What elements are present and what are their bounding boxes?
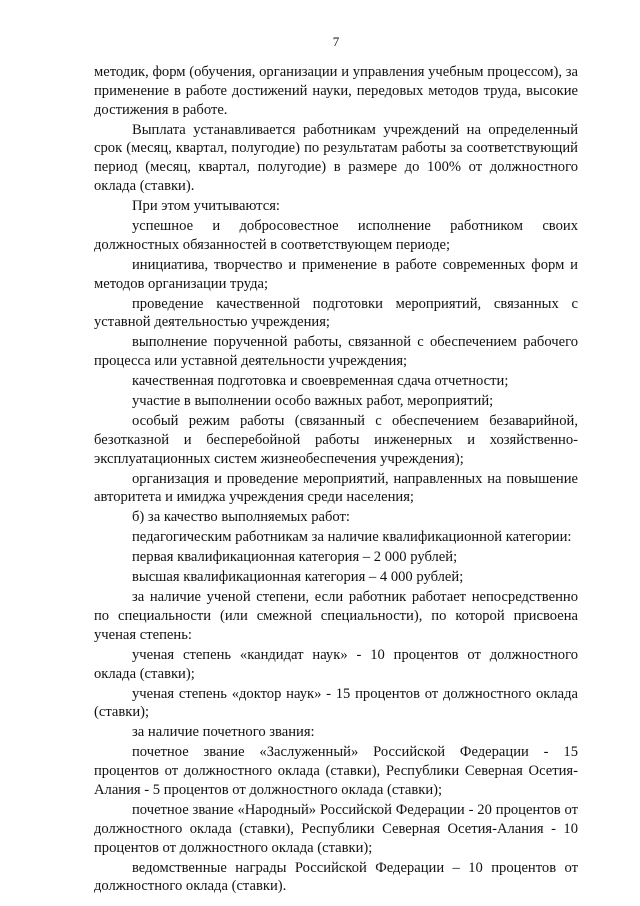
criterion-item: проведение качественной подготовки мероприятий, связанных с уставной деятельностью учреждения; <box>94 295 578 331</box>
page-number: 7 <box>332 34 340 49</box>
paragraph-continuation: методик, форм (обучения, организации и управления учебным процессом), за применение в работе достижений науки, передовых методов труда, высокие достижения в работе. <box>94 64 578 118</box>
criterion-item: успешное и добросовестное исполнение работником своих должностных обязанностей в соответствующем периоде; <box>94 217 578 253</box>
paragraph-qualification: педагогическим работникам за наличие квалификационной категории: <box>132 529 572 546</box>
degree-item: ученая степень «доктор наук» - 15 процентов от должностного оклада (ставки); <box>94 685 578 721</box>
paragraph-academic-degree: за наличие ученой степени, если работник работает непосредственно по специальности (или смежной специальности), по которой присвоена ученая степень: <box>94 589 578 643</box>
criterion-item: качественная подготовка и своевременная сдача отчетности; <box>132 373 509 390</box>
criterion-item: инициатива, творчество и применение в работе современных форм и методов организации труда; <box>94 256 578 292</box>
qualification-item: высшая квалификационная категория – 4 000 рублей; <box>132 569 464 586</box>
paragraph-criteria-intro: При этом учитываются: <box>132 197 280 214</box>
honorary-item: почетное звание «Заслуженный» Российской Федерации - 15 процентов от должностного оклада (ставки), Республики Северная Осетия-Алания - 5 процентов от должностного оклада (ставки); <box>94 744 578 799</box>
honorary-item: ведомственные награды Российской Федерации – 10 процентов от должностного оклада (ставки). <box>94 859 578 895</box>
honorary-item: почетное звание «Народный» Российской Федерации - 20 процентов от должностного оклада (ставки), Республики Северная Осетия-Алания - 10 процентов от должностного оклада (ставки); <box>94 802 578 856</box>
criterion-item: выполнение порученной работы, связанной с обеспечением рабочего процесса или уставной деятельности учреждения; <box>94 334 578 370</box>
section-heading-quality: б) за качество выполняемых работ: <box>132 509 350 526</box>
criterion-item: особый режим работы (связанный с обеспечением безаварийной, безотказной и бесперебойной работы инженерных и хозяйственно-эксплуатационных систем жизнеобеспечения учреждения); <box>94 413 578 467</box>
paragraph-honorary-title: за наличие почетного звания: <box>132 724 315 741</box>
qualification-item: первая квалификационная категория – 2 000 рублей; <box>132 549 458 566</box>
criterion-item: организация и проведение мероприятий, направленных на повышение авторитета и имиджа учреждения среди населения; <box>94 470 578 506</box>
paragraph-payment-terms: Выплата устанавливается работникам учреждений на определенный срок (месяц, квартал, полугодие) по результатам работы за соответствующий период (месяц, квартал, полугодие) в размере до 100% от должностного оклада (ставки). <box>94 121 578 194</box>
criterion-item: участие в выполнении особо важных работ, мероприятий; <box>132 393 494 410</box>
degree-item: ученая степень «кандидат наук» - 10 процентов от должностного оклада (ставки); <box>94 646 578 682</box>
